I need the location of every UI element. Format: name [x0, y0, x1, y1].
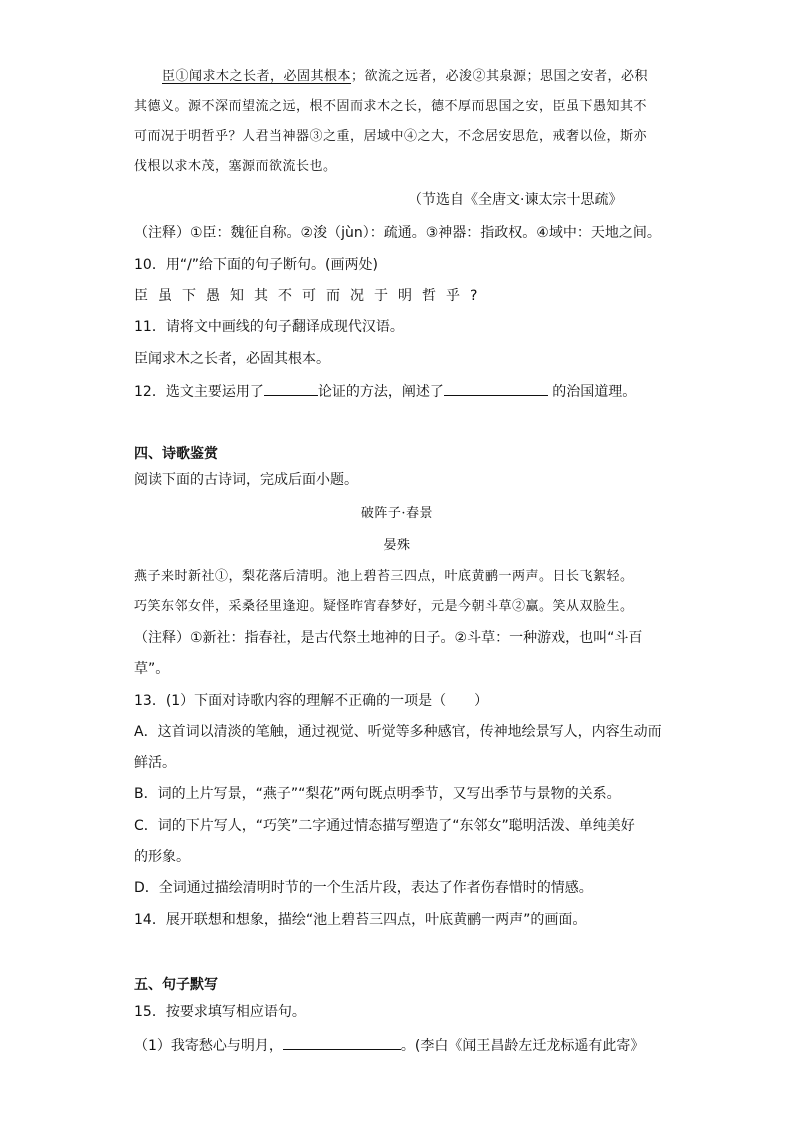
poem-notes-line-2: 草”。: [134, 661, 170, 677]
passage-line-2: 其德义。源不深而望流之远，根不固而求木之长，德不厚而思国之安，臣虽下愚知其不: [134, 99, 648, 114]
q15-item-1-part-b: 。(李白《闻王昌龄左迁龙标遥有此寄》: [400, 1038, 645, 1054]
q12-line: [134, 381, 636, 401]
q15-item-1-blank[interactable]: [283, 1035, 401, 1050]
poem-line-2: 巧笑东邻女伴，采桑径里逢迎。疑怪昨宵春梦好，元是今朝斗草②赢。笑从双脸生。: [134, 599, 634, 614]
section5-heading: 五、句子默写: [134, 977, 218, 993]
q13-option-c-line-2: 的形象。: [134, 849, 190, 865]
section4-heading: 四、诗歌鉴赏: [134, 446, 218, 462]
q10-sentence: 臣虽下愚知其不可而况于明哲乎?: [134, 288, 488, 304]
q15-prompt: 15．按要求填写相应语句。: [134, 1004, 306, 1020]
passage-line-4: 伐根以求木茂，塞源而欲流长也。: [134, 159, 337, 174]
q15-item-1: [134, 1035, 644, 1055]
q12-blank-1[interactable]: [264, 381, 318, 396]
q12-part2: 论证的方法，阐述了: [317, 384, 444, 400]
q12-part3: 的治国道理。: [547, 384, 637, 400]
q12-blank-2[interactable]: [444, 381, 548, 396]
passage-line-3: 可而况于明哲乎？人君当神器③之重，居域中④之大，不念居安思危，戒奢以俭，斯亦: [134, 129, 648, 144]
q15-item-1-part-a: （1）我寄愁心与明月，: [134, 1038, 283, 1054]
q13-option-a-line-2: 鲜活。: [134, 755, 176, 771]
passage-notes: （注释）①臣：魏征自称。②浚（jùn）：疏通。③神器：指政权。④域中：天地之间。: [134, 225, 661, 241]
q11-sentence: 臣闻求木之长者，必固其根本。: [134, 351, 330, 367]
poem-author: 晏殊: [383, 538, 411, 553]
q13-option-a-line-1: A．这首词以清淡的笔触，通过视觉、听觉等多种感官，传神地绘景写人，内容生动而: [134, 724, 662, 740]
q13-option-c-line-1: C．词的下片写人，“巧笑”二字通过情态描写塑造了“东邻女”聪明活泼、单纯美好: [134, 818, 635, 834]
poem-title: 破阵子·春景: [360, 506, 434, 521]
passage-source: （节选自《全唐文·谏太宗十思疏》: [408, 192, 623, 208]
passage-line-1-rest: ；欲流之远者，必浚②其泉源；思国之安者，必积: [351, 69, 649, 84]
poem-line-1: 燕子来时新社①，梨花落后清明。池上碧苔三四点，叶底黄鹂一两声。日长飞絮轻。: [134, 569, 634, 584]
q13-option-d: D．全词通过描绘清明时节的一个生活片段，表达了作者伤春惜时的情感。: [134, 880, 593, 896]
poem-notes-line-1: （注释）①新社：指春社，是古代祭土地神的日子。②斗草：一种游戏，也叫“斗百: [134, 630, 643, 646]
passage-line-1: [162, 68, 648, 86]
q11-prompt: 11．请将文中画线的句子翻译成现代汉语。: [134, 319, 404, 335]
section4-intro: 阅读下面的古诗词，完成后面小题。: [134, 472, 358, 488]
underlined-sentence: 臣①闻求木之长者，必固其根本: [162, 69, 352, 84]
q13-option-b: B．词的上片写景，“燕子”“梨花”两句既点明季节，又写出季节与景物的关系。: [134, 786, 621, 802]
q14-prompt: 14．展开联想和想象，描绘“池上碧苔三四点，叶底黄鹂一两声”的画面。: [134, 912, 587, 928]
q13-prompt: 13．(1）下面对诗歌内容的理解不正确的一项是（ ）: [134, 693, 489, 709]
q12-part1: 12．选文主要运用了: [134, 384, 264, 400]
q10-prompt: 10．用“/”给下面的句子断句。(画两处): [134, 257, 378, 273]
